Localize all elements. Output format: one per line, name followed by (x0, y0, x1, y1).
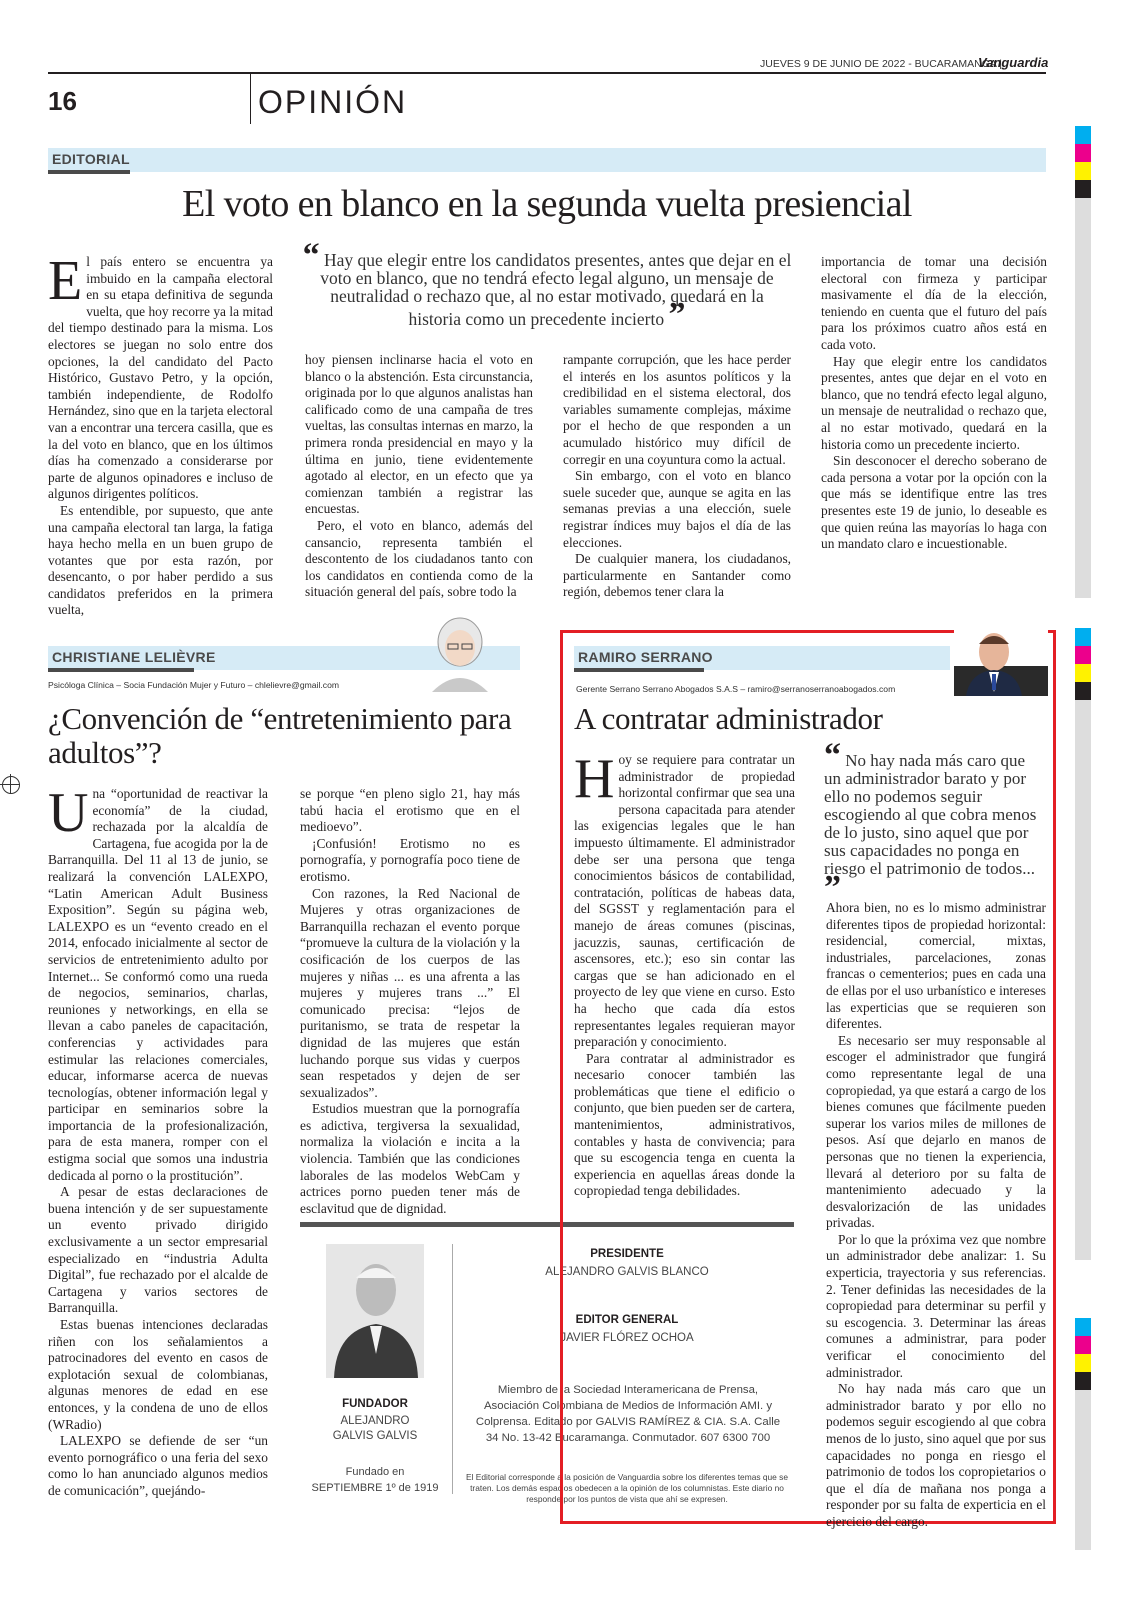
presidente-name: ALEJANDRO GALVIS BLANCO (545, 1266, 709, 1278)
paragraph: hoy piensen inclinarse hacia el voto en blanco o la abstención. Esta circunstancia, originada por lo que algunos analistas han calificado como de una campaña de tres vueltas, las consultas internas en marzo, la primera ronda presidencial en mayo y la última en junio, tiene evidentemente agotado al elector, en un efecto que ya comienzan también a registrar las encuestas. (305, 352, 533, 517)
close-quote-icon: ” (824, 869, 841, 906)
editor-label: EDITOR GENERAL (575, 1314, 679, 1326)
editorial-kicker: EDITORIAL (48, 148, 1046, 172)
paragraph: Hay que elegir entre los candidatos presentes, antes que dejar en el voto en blanco, que no tendrá efecto legal alguno, un mensaje de neutralidad o rechazo que, al no estar motivado, quedará en la historia como un precedente incierto. (821, 353, 1047, 452)
masthead-divider (452, 1244, 453, 1494)
serrano-avatar (954, 626, 1048, 696)
lelievre-avatar (424, 614, 496, 692)
paragraph: Por lo que la próxima vez que nombre un administrador debe analizar: 1. Su experticia, trayectoria y sus referencias. 2. Tener definidas las necesidades de la copropiedad para determinar su perfil y su escogencia. 3. Determinar las áreas comunes a administrar, para poder verificar el conocimiento del administrador. (826, 1231, 1046, 1380)
header-rule (48, 72, 1046, 74)
serrano-column-1 (574, 748, 795, 1200)
paragraph: Estudios muestran que la pornografía es adictiva, tergiversa la sexualidad, normaliza la violación e incita a la violencia. También que las condiciones laborales de las modelos WebCam y actrices porno pueden tener más de esclavitud que de dignidad. (300, 1101, 520, 1216)
paragraph: l país entero se encuentra ya imbuido en la campaña electoral en su etapa definitiva de segunda vuelta, que hoy recorre ya la mitad del tiempo destinado para la misma. Los electores se juegan no solo entre dos opciones, la del candidato del Pacto Histórico, Gustavo Petro, y la opción, también independiente, de Rodolfo Hernández, sino que en la tarjeta electoral van a encontrar una tercera casilla, que es la del voto en blanco, que en los últimos días ha comenzado a considerarse por parte de algunos opinadores e incluso de algunos dirigentes políticos. (48, 254, 273, 502)
paragraph: ¡Confusión! Erotismo no es pornografía, y pornografía poco tiene de erotismo. (300, 835, 520, 884)
fundador-label: FUNDADOR (342, 1398, 408, 1410)
founder-photo (326, 1244, 424, 1378)
lelievre-credit: Psicóloga Clínica – Socia Fundación Mujer y Futuro – chlelievre@gmail.com (48, 680, 340, 690)
paragraph: Sin desconocer el derecho soberano de cada persona a votar por la opción con la que más se identifique entre las tres presentes este 19 de junio, lo deseable es que quien reúna las mayorías lo haga con un mandato claro e incuestionable. (821, 453, 1047, 552)
fundado-date: SEPTIEMBRE 1º de 1919 (311, 1482, 439, 1494)
section-title: OPINIÓN (258, 84, 408, 120)
editorial-column-2 (305, 352, 533, 601)
paragraph: Para contratar al administrador es necesario conocer también las problemáticas que tiene el edificio o conjunto, que bien pueden ser de cartera, mantenimientos, administrativos, contables y hasta de convivencia; para que su escogencia tenga en cuenta la experiencia en aquellas áreas donde la copropiedad tenga debilidades. (574, 1050, 795, 1199)
header-divider (250, 74, 251, 124)
color-registration-marks-bottom (1075, 1318, 1091, 1550)
editorial-column-1 (48, 250, 273, 619)
paragraph: De cualquier manera, los ciudadanos, particularmente en Santander como región, debemos tener clara la (563, 551, 791, 600)
paragraph: importancia de tomar una decisión electoral con firmeza y participar masivamente el día de la elección, teniendo en cuenta que el futuro del país para los próximos cuatro años está en cada voto. (821, 254, 1047, 352)
lelievre-title: ¿Convención de “entretenimiento para adultos”? (48, 701, 512, 770)
crosshair-icon (2, 776, 20, 794)
open-quote-icon: “ (302, 237, 320, 274)
serrano-pull-quote: “ No hay nada más caro que un administrador barato y por ello no podemos seguir escogiendo al que cobra menos de lo justo, sino aquel que por sus capacidades no ponga en riesgo el patrimonio de todos... ” (824, 737, 1037, 906)
paragraph: Estas buenas intenciones declaradas riñen con los señalamientos a patrocinadores del evento en casos de explotación sexual de colombianas, algunas menores de edad en ese entonces, y la condena de uno de ellos (WRadio) (48, 1317, 268, 1432)
lelievre-column-2 (300, 786, 520, 1217)
crosshair-icon-v (10, 774, 11, 794)
paragraph: Con razones, la Red Nacional de Mujeres y otras organizaciones de Barranquilla rechazan el evento porque “promueve la cultura de la violación y la cosificación de los cuerpos de las mujeres y niñas ... es una afrenta a las mujeres y mujeres trans ...” El comunicado precisa: “lejos de puritanismo, se trata de respetar la dignidad de las mujeres que están luchando porque sus vidas y cuerpos sean respetados y dejen de ser sexualizados”. (300, 885, 520, 1100)
page-number: 16 (48, 86, 77, 116)
fundador-name: ALEJANDRO GALVIS GALVIS (332, 1415, 418, 1442)
paragraph: A pesar de estas declaraciones de buena intención y de ser supuestamente un evento privado dirigido exclusivamente a un sector empresarial especializado en “industria Adulta Digital”, fue rechazado por el alcalde de Cartagena y varios sectores de Barranquilla. (48, 1184, 268, 1316)
presidente-label: PRESIDENTE (590, 1248, 664, 1260)
editorial-title: El voto en blanco en la segunda vuelta presiencial (182, 183, 912, 225)
serrano-credit: Gerente Serrano Serrano Abogados S.A.S – ramiro@serranoserranoabogados.com (576, 684, 896, 694)
paragraph: Pero, el voto en blanco, además del cansancio, representa también el descontento de los ciudadanos tanto con los candidatos en contienda como de la situación general del país, sobre todo la (305, 517, 533, 600)
paragraph: Es entendible, por supuesto, que ante una campaña electoral tan larga, la fatiga haya hecho mella en un buen grupo de votantes que por esta razón, por desencanto, o por haber perdido a sus candidatos preferidos en la primera vuelta, (48, 502, 273, 618)
serrano-dropcap: H (574, 748, 615, 810)
color-registration-marks-mid (1075, 628, 1091, 1260)
editorial-column-4 (821, 254, 1047, 553)
paragraph: oy se requiere para contratar un administrador de propiedad horizontal confirmar que sea una persona capacitada para atender las exigencias legales que le han impuesto últimamente. El administrador debe ser una persona que tenga conocimientos básicos de contabilidad, contratación, políticas de habeas data, del SGSST y reglamentación para el manejo de áreas comunes (piscinas, jacuzzis, saunas, certificación de ascensores, etc.); eso sin contar las cargas que se han adicionado en el proyecto de ley que viene en curso. Esto ha hecho que cada día estos representantes legales requieran mayor preparación y conocimiento. (574, 752, 795, 1050)
lelievre-column-1 (48, 782, 268, 1500)
editorial-column-3 (563, 352, 791, 601)
serrano-kicker: RAMIRO SERRANO (574, 646, 950, 670)
color-registration-marks-top (1075, 126, 1091, 598)
brand-logo: Vanguardia (978, 55, 1049, 70)
fundado-label: Fundado en (345, 1466, 405, 1478)
membership-text: Miembro de la Sociedad Interamericana de Prensa, Asociación Colombiana de Medios de Información AMI. y Colprensa. Editado por GALVIS RAMÍREZ & CIA. S.A. Calle 34 No. 13-42 Bucaramanga. Conmutador. 607 6300 700 (475, 1384, 781, 1444)
serrano-column-2 (826, 900, 1046, 1531)
serrano-title: A contratar administrador (574, 701, 883, 736)
paragraph: Es necesario ser muy responsable al escoger el administrador que fungirá como representante legal de una copropiedad, ya que estará a cargo de los bienes comunes que fácilmente pueden superar los varios miles de millones de pesos. Así que dejarlo en manos de personas que no tienen la experiencia, llevará al deterioro por su falta de mantenimiento adecuado y la desvalorización de las unidades privadas. (826, 1032, 1046, 1231)
paragraph: rampante corrupción, que les hace perder el interés en los asuntos políticos y la credibilidad en el sistema electoral, dos variables sumamente complejas, máxime por el hecho de que responden a un acumulado histórico muy difícil de corregir en una coyuntura como la actual. (563, 352, 791, 467)
paragraph: No hay nada más caro que un administrador barato y por ello no podemos seguir escogiendo al que cobra menos de lo justo, sino aquel que por sus capacidades no ponga en riesgo el patrimonio de todos los copropietarios o que el día de mañana nos ponga a responder por su falta de experticia en el ejercicio del cargo. (826, 1381, 1046, 1529)
paragraph: na “oportunidad de reactivar la economía” de la ciudad, rechazada por la alcaldía de Cartagena, fue acogida por la de Barranquilla. Del 11 al 13 de junio, se realizará la convención LALEXPO, “Latin American Adult Business Exposition”. Según su página web, LALEXPO es un “evento creado en el 2014, enfocado inicialmente al sector de servicios de entretenimiento adulto por Internet... Se conformó como una rueda de negocios, seminarios, charlas, reuniones y networkings, en ella se llevan a cabo paneles de capacitación, conferencias y actividades para estimular las relaciones comerciales, educar, informarse acerca de nuevas tecnologías, obtener información legal y participar en seminarios sobre la importancia de la profesionalización, para de esta manera, romper con el estigma social que somos una industria dedicada al porno o la prostitución”. (48, 786, 268, 1183)
lelievre-kicker: CHRISTIANE LELIÈVRE (48, 646, 520, 670)
dateline: JUEVES 9 DE JUNIO DE 2022 - BUCARAMANGA | (760, 58, 1002, 70)
paragraph: Ahora bien, no es lo mismo administrar diferentes tipos de propiedad horizontal: residencial, comercial, mixtas, industriales, parcelaciones, zonas francas o cementerios; pues en cada una de ellas por el uso urbanístico e intereses las experticias que se requieren son diferentes. (826, 900, 1046, 1032)
editorial-pull-quote: “ Hay que elegir entre los candidatos presentes, antes que dejar en el voto en blanco, que no tendrá efecto legal alguno, un mensaje de neutralidad o rechazo que, al no estar motivado, quedará en la historia como un precedente incierto ” (302, 237, 792, 333)
close-quote-icon: ” (668, 296, 686, 333)
editorial-dropcap: E (48, 250, 83, 312)
editor-name: JAVIER FLÓREZ OCHOA (560, 1332, 694, 1344)
paragraph: Sin embargo, con el voto en blanco suele suceder que, aunque se agita en las semanas previas a una elección, suele registrar índices muy bajos el día de las elecciones. (563, 468, 791, 550)
lelievre-dropcap: U (48, 782, 89, 844)
open-quote-icon: “ (824, 737, 841, 774)
paragraph: LALEXPO se defiende de ser “un evento pornográfico o una feria del sexo como lo han anunciado algunos medios de comunicación”, quejándo- (48, 1433, 268, 1498)
disclaimer-text: El Editorial corresponde a la posición de Vanguardia sobre los diferentes temas que se traten. Los demás espacios obedecen a la opinión de los columnistas. Este diario no responde por los puntos de vista que ahí se expresen. (466, 1472, 789, 1504)
paragraph: se porque “en pleno siglo 21, hay más tabú hacia el erotismo que en el medioevo”. (300, 786, 520, 835)
